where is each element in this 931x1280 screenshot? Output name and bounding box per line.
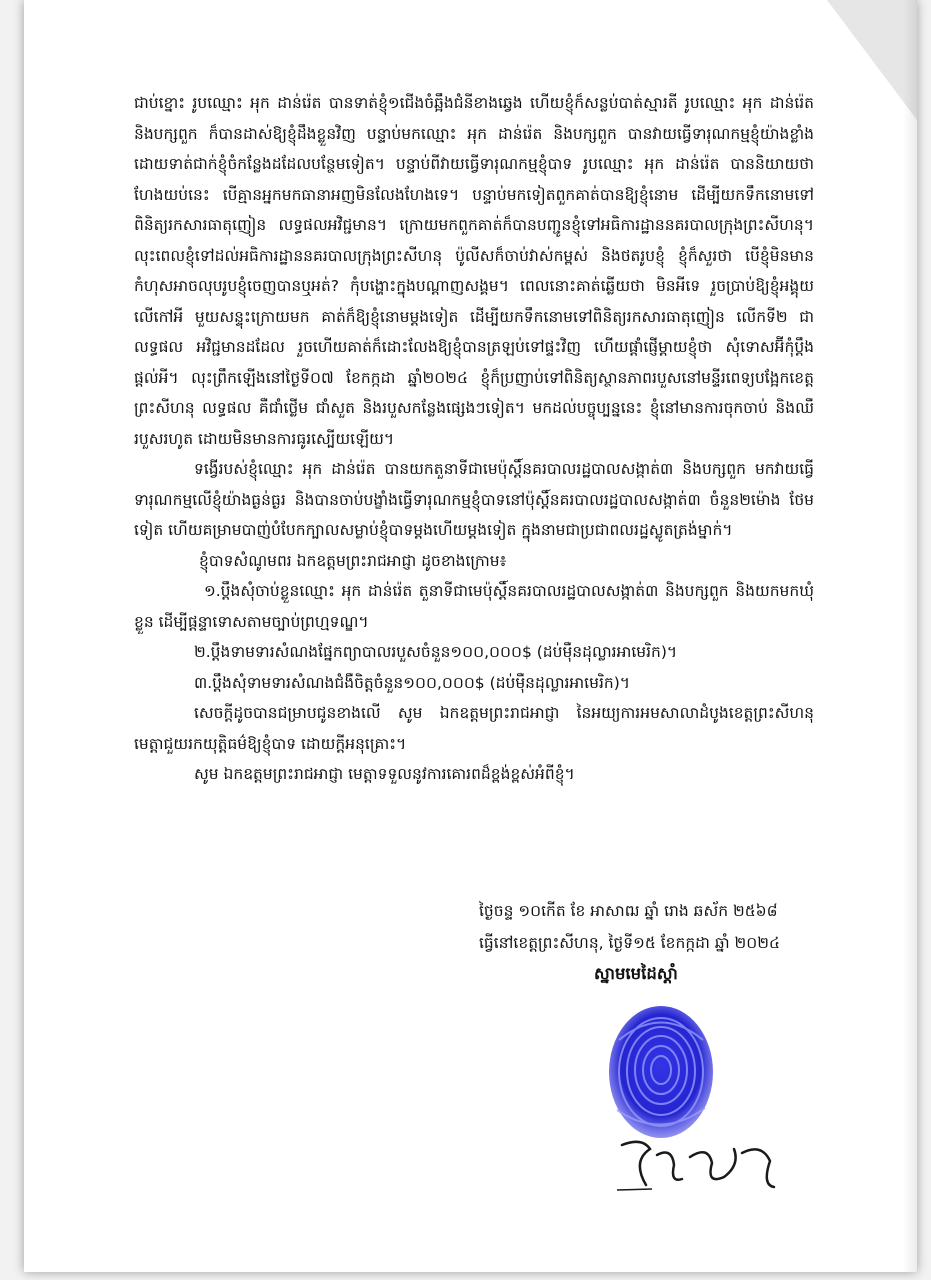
paragraph-request-intro: ខ្ញុំបាទសំណូមពរ ឯកឧត្តមព្រះរាជអាជ្ញា ដូចខាងក្រោម៖ — [199, 551, 507, 570]
request-item-3: ៣.ប្តឹងសុំទាមទារសំណងជំងឺចិត្តចំនួន១០០,០០០$ (ដប់ម៉ឺនដុល្លារអាមេរិក)។ — [194, 673, 630, 692]
paragraph-respect: សូម ឯកឧត្តមព្រះរាជអាជ្ញា មេត្តាទទួលនូវការគោរពដ៏ខ្ពង់ខ្ពស់អំពីខ្ញុំ។ — [194, 765, 575, 783]
lunar-date: ថ្ងៃចន្ទ ១០កើត ខែ អាសាឍ ឆ្នាំ រោង ឆស័ក ២៥៦៨ — [479, 902, 778, 920]
signature-mark — [612, 1135, 782, 1195]
thumbprint-label: ស្នាមមេដៃស្តាំ — [594, 964, 678, 983]
place-date: ធ្វើនៅខេត្តព្រះសីហនុ, ថ្ងៃទី១៥ ខែកក្កដា ឆ្នាំ ២០២៤ — [479, 934, 780, 952]
letter-body — [134, 88, 814, 790]
request-item-2: ២.ប្តឹងទាមទារសំណងផ្នែកព្យាបាលរបួសចំនួន១០០,០០០$ (ដប់ម៉ឺនដុល្លារអាមេរិក)។ — [194, 643, 678, 661]
date-block — [479, 895, 879, 959]
request-item-1: ១.ប្តឹងសុំចាប់ខ្លួនឈ្មោះ អុក ដាន់រ៉េត តួនាទីជាមេប៉ុស្តិ៍នគរបាលរដ្ឋបាលសង្កាត់៣ និងបក្សពួក និងយកមកឃុំខ្លួន ដើម្បីផ្តន្ទាទោសតាមច្បាប់ព្រហ្មទណ្ឌ។ — [134, 582, 814, 631]
document-page — [24, 0, 917, 1272]
paragraph-accusation: ទង្វើរបស់ខ្ញុំឈ្មោះ អុក ដាន់រ៉េត បានយកតួនាទីជាមេប៉ុស្តិ៍នគរបាលរដ្ឋបាលសង្កាត់៣ និងបក្សពួក មកវាយធ្វើទារុណកម្មលើខ្ញុំយ៉ាងធ្ងន់ធ្ងរ និងបានចាប់បង្ខាំងធ្វើទារុណកម្មខ្ញុំបាទនៅប៉ុស្តិ៍នគរបាលរដ្ឋបាលសង្កាត់៣ ចំនួន២ម៉ោង ថែមទៀត ហើយគម្រាមបាញ់បំបែកក្បាលសម្លាប់ខ្ញុំបាទម្តងហើយម្តងទៀត ក្នុងនាមជាប្រជាពលរដ្ឋស្លូតត្រង់ម្នាក់។ — [134, 460, 814, 539]
page-edge-shadow — [903, 0, 917, 1272]
thumbprint-icon — [599, 1000, 729, 1150]
paragraph-closing: សេចក្តីដូចបានជម្រាបជូនខាងលើ សូម ឯកឧត្តមព្រះរាជអាជ្ញា នៃអយ្យការអមសាលាដំបូងខេត្តព្រះសីហនុ មេត្តាជួយរកយុត្តិធម៌ឱ្យខ្ញុំបាទ ដោយក្តីអនុគ្រោះ។ — [134, 704, 814, 753]
paragraph-incident: ជាប់ខ្នោះ រូបឈ្មោះ អុក ដាន់រ៉េត បានទាត់ខ្ញុំ១ជើងចំឆ្អឹងជំនីខាងឆ្វេង ហើយខ្ញុំក៏សន្លប់បាត់ស្មារតី រូបឈ្មោះ អុក ដាន់រ៉េត និងបក្សពួក ក៏បានដាស់ឱ្យខ្ញុំដឹងខ្លួនវិញ បន្ទាប់មកឈ្មោះ អុក ដាន់រ៉េត និងបក្សពួក បានវាយធ្វើទារុណកម្មខ្ញុំយ៉ាងខ្លាំង ដោយទាត់ជាក់ខ្ញុំចំកន្លែងដដែលបន្ថែមទៀត។ បន្ទាប់ពីវាយធ្វើទារុណកម្មខ្ញុំបាទ រូបឈ្មោះ អុក ដាន់រ៉េត បាននិយាយថា ហែងយប់នេះ បើគ្មានអ្នកមកធានាអញមិនលែងហែងទេ។ បន្ទាប់មកទៀតពួកគាត់បានឱ្យខ្ញុំនោម ដើម្បីយកទឹកនោមទៅពិនិត្យរកសារធាតុញៀន លទ្ធផលអវិជ្ជមាន។ ក្រោយមកពួកគាត់ក៏បានបញ្ជូនខ្ញុំទៅអធិការដ្ឋាននគរបាលក្រុងព្រះសីហនុ។ លុះពេលខ្ញុំទៅដល់អធិការដ្ឋាននគរបាលក្រុងព្រះសីហនុ ប៉ូលីសក៏ចាប់វាស់កម្ពស់ និងថតរូបខ្ញុំ ខ្ញុំក៏សួរថា បើខ្ញុំមិនមានកំហុសអាចលុបរូបខ្ញុំចេញបានឬអត់? កុំបង្ហោះក្នុងបណ្តាញសង្គម។ ពេលនោះគាត់ឆ្លើយថា មិនអីទេ រួចប្រាប់ឱ្យខ្ញុំអង្គុយលើកៅអី មួយសន្ទុះក្រោយមក គាត់ក៏ឱ្យខ្ញុំនោមម្តងទៀត ដើម្បីយកទឹកនោមទៅពិនិត្យរកសារធាតុញៀន លើកទី២ ជាលទ្ធផល អវិជ្ជមានដដែល រួចហើយគាត់ក៏ដោះលែងឱ្យខ្ញុំបានត្រឡប់ទៅផ្ទះវិញ ហើយផ្តាំផ្ញើម្តាយខ្ញុំថា សុំទោសអ៊ីកុំប្តឹងផ្តល់អី។ លុះព្រឹកឡើងនៅថ្ងៃទី០៧ ខែកក្កដា ឆ្នាំ២០២៤ ខ្ញុំក៏ប្រញាប់ទៅពិនិត្យស្ថានភាពរបួសនៅមន្ទីរពេទ្យបង្អែកខេត្តព្រះសីហនុ លទ្ធផល គឺជាំថ្លើម ជាំសួត និងរបួសកន្លែងផ្សេងៗទៀត។ មកដល់បច្ចុប្បន្ននេះ ខ្ញុំនៅមានការចុកចាប់ និងឈឺរបួសរហូត ដោយមិនមានការធូរស្បើយឡើយ។ — [134, 94, 814, 448]
